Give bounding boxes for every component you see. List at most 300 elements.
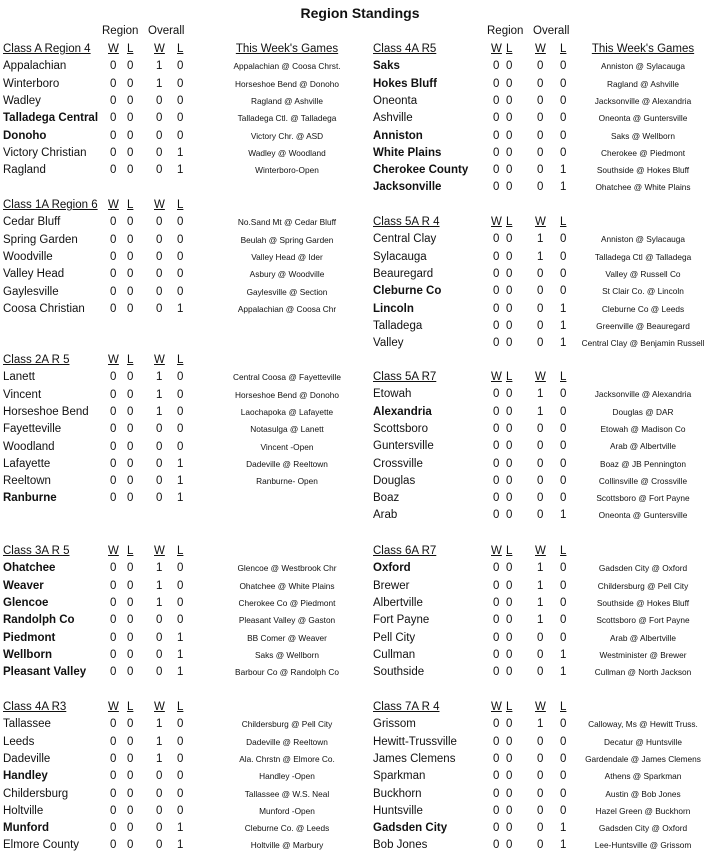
section-title: Class 5A R7 <box>373 371 437 383</box>
region-wins-header: W <box>491 371 502 383</box>
page-title: Region Standings <box>300 5 420 21</box>
region-wins: 0 <box>110 423 117 436</box>
region-wins: 0 <box>493 129 500 142</box>
team-row <box>0 231 720 248</box>
overall-losses: 0 <box>560 718 567 731</box>
game-matchup: Pleasant Valley @ Gaston <box>238 615 336 626</box>
region-wins: 0 <box>493 648 500 661</box>
region-losses: 0 <box>127 735 134 748</box>
overall-wins: 0 <box>156 233 163 246</box>
game-matchup: Oneonta @ Guntersville <box>598 113 688 124</box>
team-name: Lincoln <box>373 302 414 315</box>
overall-losses-header: L <box>177 43 184 55</box>
overall-losses: 0 <box>560 405 567 418</box>
overall-losses: 0 <box>560 474 567 487</box>
team-name: Arab <box>373 509 398 522</box>
overall-losses: 0 <box>560 94 567 107</box>
overall-losses: 1 <box>177 492 184 505</box>
region-wins: 0 <box>110 457 117 470</box>
game-matchup: Cherokee @ Piedmont <box>600 147 686 158</box>
game-matchup: Notasulga @ Lanett <box>250 424 324 435</box>
team-name: Ranburne <box>3 492 57 505</box>
overall-losses: 0 <box>177 718 184 731</box>
region-losses: 0 <box>127 770 134 783</box>
overall-wins: 0 <box>156 302 163 315</box>
overall-wins: 1 <box>537 250 544 263</box>
game-matchup: Horseshoe Bend @ Donoho <box>235 389 339 400</box>
region-wins: 0 <box>493 666 500 679</box>
team-row <box>0 612 720 629</box>
region-losses: 0 <box>506 422 513 435</box>
region-wins: 0 <box>110 579 117 592</box>
region-losses: 0 <box>506 579 513 592</box>
region-losses: 0 <box>127 285 134 298</box>
overall-wins: 0 <box>537 146 544 159</box>
region-wins: 0 <box>493 250 500 263</box>
region-wins: 0 <box>493 787 500 800</box>
team-name: Alexandria <box>373 405 432 418</box>
region-losses: 0 <box>127 60 134 73</box>
region-wins-header: W <box>491 701 502 713</box>
region-wins: 0 <box>493 822 500 835</box>
region-losses: 0 <box>506 804 513 817</box>
overall-losses: 0 <box>177 371 184 384</box>
region-losses: 0 <box>506 60 513 73</box>
team-row <box>0 664 720 681</box>
region-wins: 0 <box>493 94 500 107</box>
region-losses: 0 <box>506 666 513 679</box>
overall-wins: 0 <box>537 164 544 177</box>
overall-wins-header: W <box>154 354 165 366</box>
overall-losses-header: L <box>560 701 567 713</box>
overall-wins: 1 <box>156 405 163 418</box>
team-row <box>0 76 720 93</box>
game-matchup: BB Comer @ Weaver <box>247 632 327 643</box>
game-matchup: Handley -Open <box>259 771 315 782</box>
overall-losses: 0 <box>177 614 184 627</box>
overall-wins: 1 <box>537 579 544 592</box>
overall-losses: 0 <box>560 562 567 575</box>
region-losses: 0 <box>506 509 513 522</box>
team-name: Oxford <box>373 562 411 575</box>
section-title: Class 3A R 5 <box>3 545 70 557</box>
region-losses: 0 <box>506 735 513 748</box>
overall-losses-header: L <box>560 545 567 557</box>
team-name: Huntsville <box>373 804 423 817</box>
team-name: Donoho <box>3 129 47 142</box>
section-header-row <box>0 214 720 231</box>
team-name: Buckhorn <box>373 787 422 800</box>
game-matchup: Barbour Co @ Randolph Co <box>235 667 339 678</box>
overall-wins-header: W <box>535 545 546 557</box>
team-name: Vincent <box>3 388 42 401</box>
section-title: Class 1A Region 6 <box>3 199 98 211</box>
overall-losses: 0 <box>560 267 567 280</box>
overall-losses: 1 <box>177 302 184 315</box>
team-name: Gaylesville <box>3 285 59 298</box>
region-wins: 0 <box>110 388 117 401</box>
overall-losses: 1 <box>177 839 184 852</box>
region-wins: 0 <box>493 267 500 280</box>
game-matchup: Gardendale @ James Clemens <box>585 753 701 764</box>
region-wins: 0 <box>493 579 500 592</box>
overall-losses: 1 <box>560 319 567 332</box>
team-name: Cleburne Co <box>373 285 442 298</box>
region-losses-header: L <box>506 216 513 228</box>
overall-wins-header: W <box>535 43 546 55</box>
game-matchup: Hazel Green @ Buckhorn <box>595 805 691 816</box>
overall-wins: 0 <box>156 492 163 505</box>
game-matchup: Ala. Chrstn @ Elmore Co. <box>239 753 335 764</box>
team-name: Beauregard <box>373 267 434 280</box>
overall-wins: 0 <box>537 509 544 522</box>
overall-losses: 0 <box>177 268 184 281</box>
region-losses: 0 <box>506 337 513 350</box>
overall-wins: 0 <box>156 457 163 470</box>
section-title: Class 6A R7 <box>373 545 437 557</box>
section-header-row <box>0 543 720 560</box>
region-losses: 0 <box>127 405 134 418</box>
overall-wins: 0 <box>156 268 163 281</box>
overall-losses: 0 <box>177 562 184 575</box>
team-name: Grissom <box>373 718 416 731</box>
team-name: Crossville <box>373 457 423 470</box>
region-wins-header: W <box>108 701 119 713</box>
region-wins-header: W <box>108 545 119 557</box>
region-losses: 0 <box>506 822 513 835</box>
region-losses-header: L <box>127 43 134 55</box>
region-wins: 0 <box>493 440 500 453</box>
region-wins: 0 <box>493 302 500 315</box>
overall-wins: 0 <box>537 839 544 852</box>
overall-losses: 0 <box>560 60 567 73</box>
region-wins: 0 <box>493 735 500 748</box>
region-wins: 0 <box>110 233 117 246</box>
overall-wins: 0 <box>537 60 544 73</box>
team-row <box>0 647 720 664</box>
team-name: Sparkman <box>373 770 426 783</box>
region-losses: 0 <box>127 666 134 679</box>
region-wins: 0 <box>493 752 500 765</box>
team-row <box>0 820 720 837</box>
region-losses: 0 <box>506 250 513 263</box>
region-losses: 0 <box>506 718 513 731</box>
game-matchup: Ranburne- Open <box>256 476 318 487</box>
team-name: Woodville <box>3 250 53 263</box>
region-losses: 0 <box>506 77 513 90</box>
overall-losses: 0 <box>177 752 184 765</box>
team-name: Tallassee <box>3 718 51 731</box>
region-losses: 0 <box>127 752 134 765</box>
game-matchup: Saks @ Wellborn <box>610 130 676 141</box>
region-wins: 0 <box>110 405 117 418</box>
overall-wins: 1 <box>156 371 163 384</box>
team-name: Hokes Bluff <box>373 77 437 90</box>
overall-wins: 1 <box>156 735 163 748</box>
overall-wins: 0 <box>156 631 163 644</box>
overall-losses: 1 <box>560 822 567 835</box>
overall-losses: 1 <box>177 475 184 488</box>
region-losses: 0 <box>127 216 134 229</box>
overall-losses: 1 <box>560 648 567 661</box>
team-name: Brewer <box>373 579 410 592</box>
game-matchup: Tallassee @ W.S. Neal <box>244 788 330 799</box>
team-name: Cullman <box>373 648 416 661</box>
region-wins: 0 <box>110 648 117 661</box>
region-losses-header: L <box>127 545 134 557</box>
team-name: White Plains <box>373 146 442 159</box>
region-losses: 0 <box>127 492 134 505</box>
overall-wins: 1 <box>156 77 163 90</box>
overall-wins: 1 <box>156 60 163 73</box>
section-header-row <box>0 41 720 58</box>
region-losses: 0 <box>506 648 513 661</box>
overall-wins: 0 <box>537 474 544 487</box>
team-name: Talladega <box>373 319 423 332</box>
overall-losses: 0 <box>177 804 184 817</box>
overall-losses: 0 <box>560 492 567 505</box>
game-matchup: Gadsden City @ Oxford <box>598 563 688 574</box>
team-name: Valley <box>373 337 404 350</box>
overall-wins: 0 <box>156 666 163 679</box>
game-matchup: Lee-Huntsville @ Grissom <box>594 840 692 851</box>
region-wins: 0 <box>493 718 500 731</box>
overall-losses: 0 <box>177 77 184 90</box>
overall-losses: 0 <box>177 129 184 142</box>
team-name: Spring Garden <box>3 233 78 246</box>
overall-wins: 0 <box>537 666 544 679</box>
overall-losses: 0 <box>177 596 184 609</box>
team-row <box>0 283 720 300</box>
overall-wins-header: W <box>154 545 165 557</box>
game-matchup: Etowah @ Madison Co <box>600 423 686 434</box>
team-name: Talladega Central <box>3 112 99 125</box>
team-name: Anniston <box>373 129 423 142</box>
overall-losses: 1 <box>560 302 567 315</box>
game-matchup: Boaz @ JB Pennington <box>600 458 686 469</box>
overall-wins: 0 <box>156 94 163 107</box>
game-matchup: Arab @ Albertville <box>609 441 677 452</box>
team-row <box>0 179 720 196</box>
team-row <box>0 249 720 266</box>
region-losses: 0 <box>506 614 513 627</box>
game-matchup: St Clair Co. @ Lincoln <box>602 286 684 297</box>
region-losses: 0 <box>127 475 134 488</box>
game-matchup: Laochapoka @ Lafayette <box>240 406 334 417</box>
overall-wins: 0 <box>537 302 544 315</box>
game-matchup: Valley @ Russell Co <box>605 268 681 279</box>
team-name: Scottsboro <box>373 422 428 435</box>
overall-losses: 1 <box>560 509 567 522</box>
region-wins: 0 <box>110 770 117 783</box>
overall-wins: 0 <box>156 804 163 817</box>
region-losses: 0 <box>506 752 513 765</box>
region-losses: 0 <box>127 388 134 401</box>
team-row <box>0 162 720 179</box>
game-matchup: Ohatchee @ White Plains <box>239 580 335 591</box>
team-row <box>0 751 720 768</box>
overall-losses: 1 <box>177 666 184 679</box>
region-losses: 0 <box>127 423 134 436</box>
game-matchup: Vincent -Open <box>260 441 314 452</box>
game-matchup: Cleburne Co. @ Leeds <box>244 823 330 834</box>
region-wins: 0 <box>110 164 117 177</box>
overall-wins: 0 <box>537 181 544 194</box>
region-wins: 0 <box>493 562 500 575</box>
overall-losses: 0 <box>560 596 567 609</box>
games-header: This Week's Games <box>235 43 339 55</box>
region-wins: 0 <box>110 60 117 73</box>
overall-wins: 0 <box>537 319 544 332</box>
region-wins: 0 <box>493 492 500 505</box>
overall-losses: 0 <box>177 112 184 125</box>
overall-wins-header: W <box>154 199 165 211</box>
overall-wins: 0 <box>537 631 544 644</box>
team-name: Elmore County <box>3 839 80 852</box>
overall-wins: 0 <box>537 735 544 748</box>
game-matchup: Central Clay @ Benjamin Russell <box>581 338 705 349</box>
overall-wins-header: W <box>154 701 165 713</box>
region-wins-header: W <box>108 354 119 366</box>
team-row <box>0 595 720 612</box>
region-wins: 0 <box>493 596 500 609</box>
region-wins: 0 <box>493 146 500 159</box>
game-matchup: Asbury @ Woodville <box>249 269 325 280</box>
team-name: Coosa Christian <box>3 302 85 315</box>
team-name: Saks <box>373 60 400 73</box>
overall-losses: 0 <box>560 146 567 159</box>
region-losses: 0 <box>506 319 513 332</box>
region-wins: 0 <box>493 181 500 194</box>
team-name: Guntersville <box>373 440 434 453</box>
region-losses: 0 <box>506 839 513 852</box>
team-row <box>0 490 720 507</box>
team-name: Appalachian <box>3 60 67 73</box>
overall-losses-header: L <box>177 701 184 713</box>
region-losses: 0 <box>506 302 513 315</box>
overall-wins: 0 <box>537 804 544 817</box>
overall-losses: 0 <box>177 94 184 107</box>
overall-wins: 0 <box>156 423 163 436</box>
overall-losses: 0 <box>560 440 567 453</box>
game-matchup: Jacksonville @ Alexandria <box>594 389 692 400</box>
region-losses-header: L <box>506 43 513 55</box>
region-losses: 0 <box>506 596 513 609</box>
team-name: Southside <box>373 666 425 679</box>
overall-wins: 1 <box>537 596 544 609</box>
team-name: Winterboro <box>3 77 60 90</box>
team-row <box>0 93 720 110</box>
region-wins: 0 <box>110 216 117 229</box>
team-name: Lafayette <box>3 457 51 470</box>
overall-losses: 0 <box>560 752 567 765</box>
game-matchup: Oneonta @ Guntersville <box>598 510 688 521</box>
overall-losses: 0 <box>560 579 567 592</box>
team-name: Reeltown <box>3 475 51 488</box>
region-losses: 0 <box>506 112 513 125</box>
game-matchup: Wadley @ Woodland <box>248 147 326 158</box>
overall-wins: 0 <box>156 787 163 800</box>
region-wins: 0 <box>110 146 117 159</box>
team-name: Central Clay <box>373 233 437 246</box>
region-losses: 0 <box>127 822 134 835</box>
game-matchup: Central Coosa @ Fayetteville <box>232 372 342 383</box>
region-losses-header: L <box>127 354 134 366</box>
team-row <box>0 58 720 75</box>
overall-wins: 0 <box>156 440 163 453</box>
overall-losses: 0 <box>177 405 184 418</box>
section-header-row <box>0 369 720 386</box>
overall-wins: 1 <box>537 562 544 575</box>
region-wins: 0 <box>493 770 500 783</box>
region-losses-header: L <box>506 701 513 713</box>
game-matchup: Victory Chr. @ ASD <box>250 130 324 141</box>
region-wins: 0 <box>110 268 117 281</box>
game-matchup: Ohatchee @ White Plains <box>595 182 691 193</box>
team-row <box>0 404 720 421</box>
team-name: Douglas <box>373 474 416 487</box>
overall-wins: 0 <box>537 787 544 800</box>
region-losses: 0 <box>506 457 513 470</box>
team-name: Munford <box>3 822 49 835</box>
overall-wins: 0 <box>537 770 544 783</box>
game-matchup: Childersburg @ Pell City <box>241 719 333 730</box>
region-wins: 0 <box>110 302 117 315</box>
region-wins: 0 <box>110 752 117 765</box>
game-matchup: Douglas @ DAR <box>612 406 674 417</box>
region-wins: 0 <box>493 285 500 298</box>
overall-losses: 1 <box>177 631 184 644</box>
team-row <box>0 266 720 283</box>
team-name: Lanett <box>3 371 35 384</box>
overall-wins-header: W <box>154 43 165 55</box>
region-wins: 0 <box>110 475 117 488</box>
team-row <box>0 837 720 854</box>
overall-losses: 0 <box>560 250 567 263</box>
overall-losses: 0 <box>177 787 184 800</box>
game-matchup: Calloway, Ms @ Hewitt Truss. <box>588 719 698 730</box>
overall-losses: 0 <box>560 735 567 748</box>
overall-losses: 0 <box>560 77 567 90</box>
overall-losses: 1 <box>560 181 567 194</box>
region-losses: 0 <box>127 787 134 800</box>
team-row <box>0 507 720 524</box>
region-losses-header: L <box>506 545 513 557</box>
game-matchup: Holtville @ Marbury <box>250 840 324 851</box>
region-wins: 0 <box>110 718 117 731</box>
team-row <box>0 630 720 647</box>
game-matchup: Southside @ Hokes Bluff <box>596 597 690 608</box>
overall-losses: 0 <box>177 440 184 453</box>
game-matchup: Decatur @ Huntsville <box>603 736 683 747</box>
game-matchup: Anniston @ Sylacauga <box>600 61 686 72</box>
region-losses: 0 <box>506 129 513 142</box>
region-wins: 0 <box>110 787 117 800</box>
region-wins: 0 <box>493 839 500 852</box>
region-losses: 0 <box>127 250 134 263</box>
overall-losses: 1 <box>560 839 567 852</box>
region-losses: 0 <box>506 770 513 783</box>
team-name: Victory Christian <box>3 146 87 159</box>
team-name: Handley <box>3 770 48 783</box>
region-wins: 0 <box>110 492 117 505</box>
team-row <box>0 578 720 595</box>
section-title: Class 7A R 4 <box>373 701 440 713</box>
game-matchup: Scottsboro @ Fort Payne <box>596 615 690 626</box>
region-wins-header: W <box>108 199 119 211</box>
overall-losses: 0 <box>560 129 567 142</box>
region-wins: 0 <box>110 562 117 575</box>
